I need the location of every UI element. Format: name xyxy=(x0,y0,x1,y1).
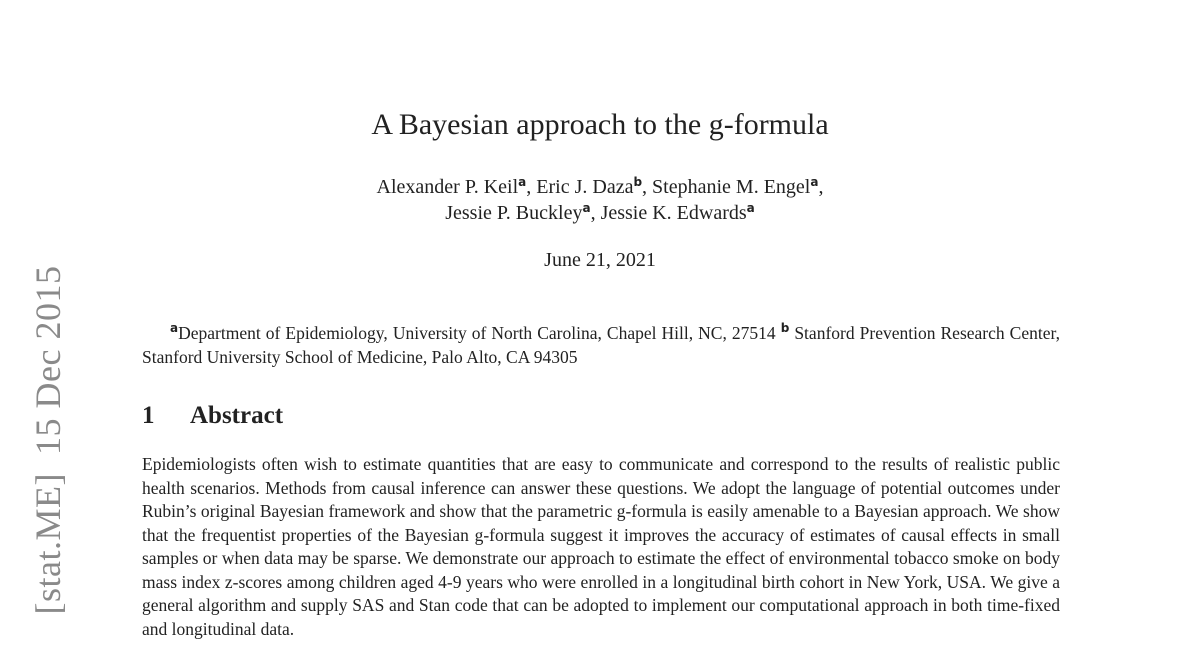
author: Stephanie M. Engel$^a$, xyxy=(652,175,824,198)
arxiv-category: [stat.ME] xyxy=(28,473,68,615)
paper-title: A Bayesian approach to the g-formula xyxy=(371,108,829,141)
affiliations xyxy=(142,321,1060,369)
section-heading-abstract xyxy=(142,402,283,430)
author: Jessie K. Edwards$^a$ xyxy=(600,201,755,224)
arxiv-side-stamp xyxy=(27,266,69,615)
section-title: Abstract xyxy=(190,402,284,429)
author: Alexander P. Keil$^a$, xyxy=(376,175,537,198)
arxiv-date: 15 Dec 2015 xyxy=(28,265,68,455)
abstract-text: Epidemiologists often wish to estimate quantities that are easy to communicate and correspond to the results of realistic public health scenarios. Methods from causal inference can answer these questions. We adopt the language of potential outcomes under Rubin’s original Bayesian framework and show that the parametric g-formula is easily amenable to a Bayesian approach. We show that the frequentist properties of the Bayesian g-formula suggest it improves the accuracy of estimates of causal effects in small samples or when data may be sparse. We demonstrate our approach to estimate the effect of environmental tobacco smoke on body mass index z-scores among children aged 4-9 years who were enrolled in a longitudinal birth cohort in New York, USA. We give a general algorithm and supply SAS and Stan code that can be adopted to implement our computational approach in both time-fixed and longitudinal data. xyxy=(142,454,1060,639)
section-number: 1 xyxy=(142,402,155,429)
affiliation-a: $^a$Department of Epidemiology, University of North Carolina, Chapel Hill, NC, 27514 xyxy=(170,321,776,343)
affiliation-b: $^b$ Stanford Prevention Research Center, Stanford University School of Medicine, Palo Alto, CA 94305 xyxy=(142,321,1060,367)
paper-date: June 21, 2021 xyxy=(544,249,656,271)
author-list xyxy=(0,174,1200,226)
author: Jessie P. Buckley$^a$, xyxy=(445,201,601,224)
author: Eric J. Daza$^b$, xyxy=(536,175,653,198)
